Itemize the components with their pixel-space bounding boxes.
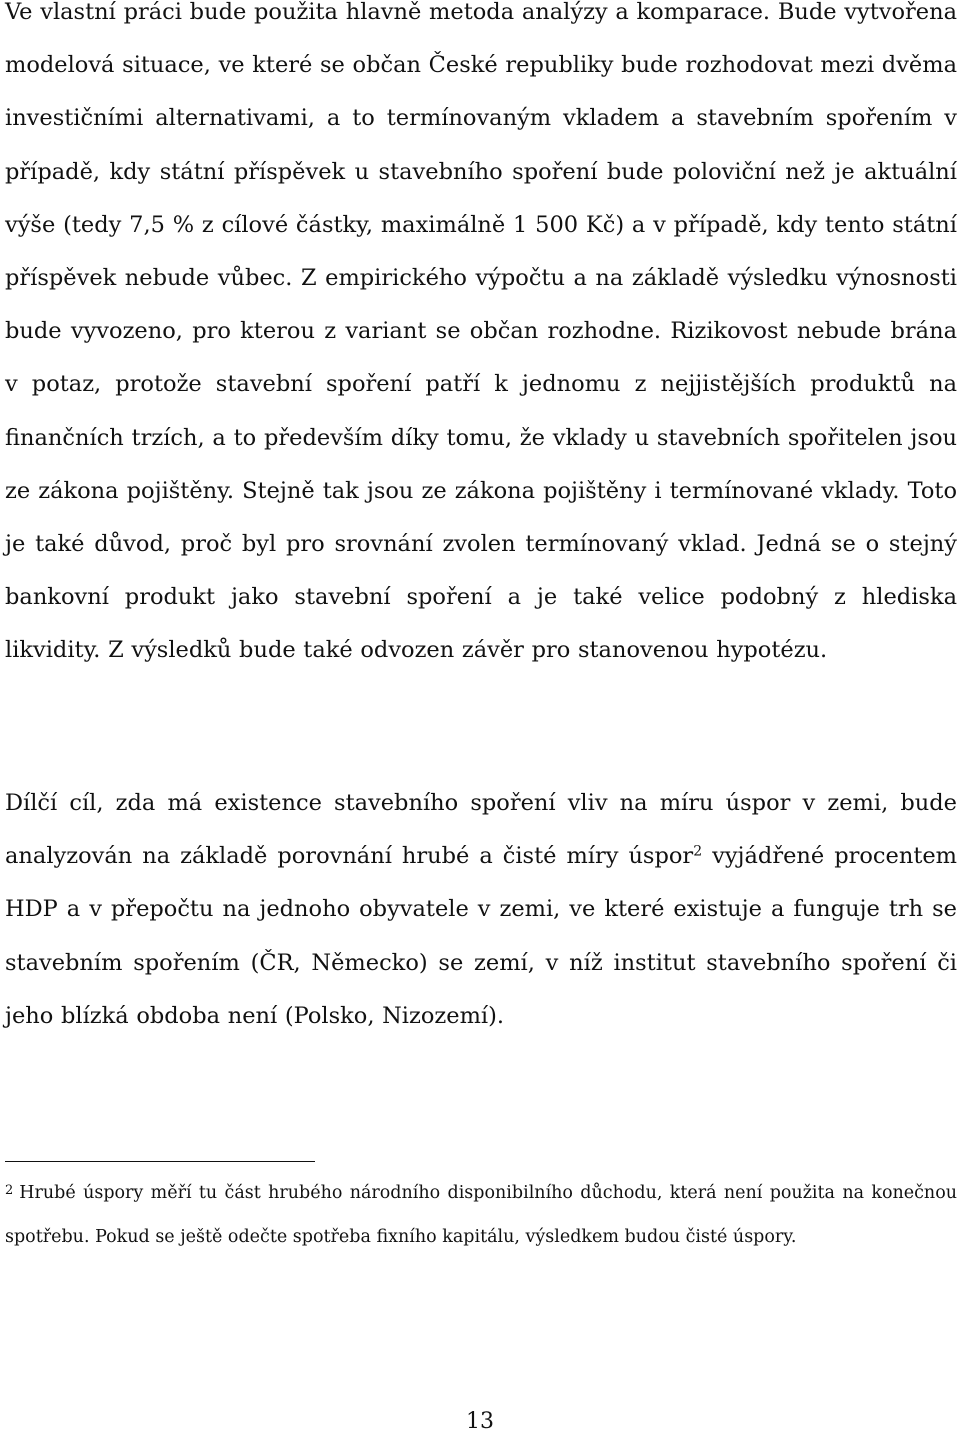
paragraph-partial-goal-text-end: vyjádřené procentem HDP a v přepočtu na jednoho obyvatele v zemi, ve které existuje a funguje trh se stavebním spořením (ČR, Německo) se zemí, v níž institut stavebního spoření či jeho blízká obdoba není (Polsko, Nizozemí). [5, 843, 958, 1029]
footnote [5, 1171, 957, 1259]
paragraph-methodology: Ve vlastní práci bude použita hlavně metoda analýzy a komparace. Bude vytvořena modelová situace, ve které se občan České republiky bude rozhodovat mezi dvěma investičními alternativami, a to termínovaným vkladem a stavebním spořením v případě, kdy státní příspěvek u stavebního spoření bude poloviční než je aktuální výše (tedy 7,5 % z cílové částky, maximálně 1 500 Kč) a v případě, kdy tento státní příspěvek nebude vůbec. Z empirického výpočtu a na základě výsledku výnosnosti bude vyvozeno, pro kterou z variant se občan rozhodne. Rizikovost nebude brána v potaz, protože stavební spoření patří k jednomu z nejjistějších produktů na finančních trzích, a to především díky tomu, že vklady u stavebních spořitelen jsou ze zákona pojištěny. Stejně tak jsou ze zákona pojištěny i termínované vklady. Toto je také důvod, proč byl pro srovnání zvolen termínovaný vklad. Jedná se o stejný bankovní produkt jako stavební spoření a je také velice podobný z hlediska likvidity. Z výsledků bude také odvozen závěr pro stanovenou hypotézu. [5, 0, 957, 664]
footnote-text: Hrubé úspory měří tu část hrubého národního disponibilního důchodu, která není použita na konečnou spotřebu. Pokud se ještě odečte spotřeba fixního kapitálu, výsledkem budou čisté úspory. [5, 1183, 957, 1247]
paragraph-partial-goal [5, 777, 957, 1043]
footnote-marker: 2 [5, 1183, 14, 1199]
page-number: 13 [466, 1409, 494, 1434]
footnote-separator [5, 1161, 315, 1162]
paragraph-partial-goal-text-start: Dílčí cíl, zda má existence stavebního spoření vliv na míru úspor v zemi, bude analyzován na základě porovnání hrubé a čisté míry úspor [5, 790, 957, 870]
footnote-reference[interactable]: 2 [693, 843, 703, 860]
